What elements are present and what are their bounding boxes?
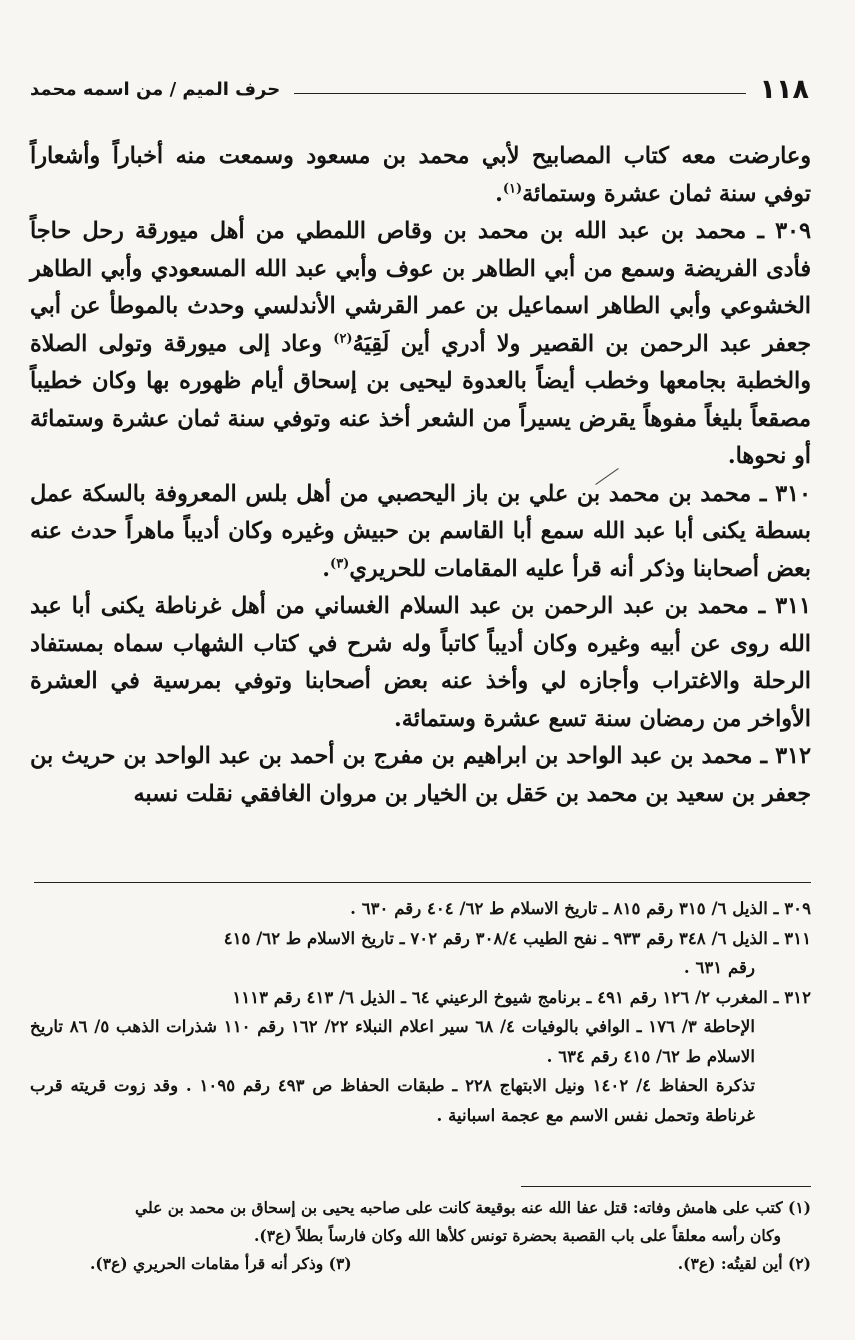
- footnote-1: (١) كتب على هامش وفاته: قتل عفا الله عنه بوقيعة كانت على صاحبه يحيى بن إسحاق بن محمد بن علي: [135, 1198, 811, 1217]
- source-312-note: تذكرة الحفاظ ٤/ ١٤٠٢ ونيل الابتهاج ٢٢٨ ـ طبقات الحفاظ ص ٤٩٣ رقم ١٠٩٥ . وقد زوت قريته قرب غرناطة وتحمل نفس الاسم مع عجمة اسبانية .: [30, 1075, 755, 1125]
- entry-310: [30, 476, 811, 589]
- source-312: ٣١٢ ـ المغرب ٢/ ١٢٦ رقم ٤٩١ ـ برنامج شيوخ الرعيني ٦٤ ـ الذيل ٦/ ٤١٣ رقم ١١١٣: [232, 986, 811, 1007]
- footnote-ref-1: (١): [502, 181, 523, 197]
- footnote-ref-3: (٣): [330, 556, 350, 572]
- entry-309-text-a: محمد بن عبد الله بن محمد بن وقاص اللمطي من أهل ميورقة رحل حاجاً فأدى الفريضة وسمع من أبي الطاهر بن عوف وأبي عبد الله المسعودي وأبي الطاهر الخشوعي وأبي الطاهر اسماعيل بن عمر القرشي الأندلسي وحدث بالموطأ عن أبي جعفر عبد الرحمن بن القصير ولا أدري أين لَقِيَهُ: [30, 218, 811, 357]
- entry-311: [30, 588, 811, 738]
- footnote-3: (٣) وذكر أنه قرأ مقامات الحريري (ع٣).: [90, 1254, 352, 1273]
- intro-text: وعارضت معه كتاب المصابيح لأبي محمد بن مسعود وسمعت منه أخباراً وأشعاراً توفي سنة ثمان عشرة وستمائة: [30, 143, 811, 207]
- entry-number-311: ٣١١ ـ: [758, 593, 812, 619]
- page-header: [30, 74, 809, 105]
- entry-310-text: محمد بن محمد بن علي بن باز اليحصبي من أهل بلس المعروفة بالسكة عمل بسطة يكنى أبا عبد الله سمع أبا القاسم بن حبيش وغيره وكان أديباً ماهراً حدث عنه بعض أصحابنا وذكر أنه قرأ عليه المقامات للحريري: [30, 480, 811, 582]
- entry-number-310: ٣١٠ ـ: [759, 480, 811, 507]
- entry-311-text: محمد بن عبد الرحمن بن عبد السلام الغساني من أهل غرناطة يكنى أبا عبد الله روى عن أبيه وغيره وكان أديباً كاتباً وله شرح في كتاب الشهاب سماه بمستفاد الرحلة والاغتراب وأجازه لي وأخذ عنه بعض أصحابنا وتوفي بمرسية في العشرة الأواخر من رمضان سنة تسع عشرة وستمائة.: [30, 593, 811, 732]
- sources-divider: [34, 882, 811, 883]
- header-rule: [294, 93, 745, 94]
- intro-end: .: [495, 180, 503, 207]
- entry-309-text-b: وعاد إلى ميورقة وتولى الصلاة والخطبة بجامعها وخطب أيضاً بالعدوة ليحيى بن إسحاق أيام ظهوره بها وكان خطيباً مصقعاً بليغاً مفوهاً يقرض يسيراً من الشعر أخذ عنه وتوفي سنة ثمان عشرة وستمائة أو نحوها.: [30, 330, 811, 469]
- entry-312: [30, 738, 811, 813]
- running-title: حرف الميم / من اسمه محمد: [30, 79, 281, 100]
- entry-number-309: ٣٠٩ ـ: [757, 218, 812, 244]
- page-number: ١١٨: [759, 74, 809, 105]
- footnote-ref-2: (٢): [333, 331, 353, 347]
- entry-number-312: ٣١٢ ـ: [760, 743, 812, 769]
- sources-block: [30, 894, 811, 1130]
- source-312-cont: الإحاطة ٣/ ١٧٦ ـ الوافي بالوفيات ٤/ ٦٨ سير اعلام النبلاء ٢٢/ ١٦٢ رقم ١١٠ شذرات الذهب ٥/ ٨٦ تاريخ الاسلام ط ٦٢/ ٤١٥ رقم ٦٣٤ .: [30, 1016, 755, 1066]
- intro-paragraph: [30, 138, 811, 213]
- entry-310-end: .: [322, 555, 331, 582]
- footnotes-row: [30, 1250, 811, 1278]
- footnote-2: (٢) أين لقيتُه: (ع٣).: [677, 1254, 811, 1273]
- entry-312-text: محمد بن عبد الواحد بن ابراهيم بن مفرج بن أحمد بن عبد الواحد بن حريث بن جعفر بن سعيد بن محمد بن حَقل بن الخيار بن مروان الغافقي نقلت نسبه: [30, 743, 811, 807]
- source-311: ٣١١ ـ الذيل ٦/ ٣٤٨ رقم ٩٣٣ ـ نفح الطيب ٣٠٨/٤ رقم ٧٠٢ ـ تاريخ الاسلام ط ٦٢/ ٤١٥: [223, 927, 811, 948]
- main-text: [30, 138, 811, 813]
- entry-309: [30, 213, 811, 476]
- footnotes-divider: [521, 1186, 811, 1187]
- footnote-1-cont: وكان رأسه معلقاً على باب القصبة بحضرة تونس كلأها الله وكان فارساً بطلاً (ع٣).: [254, 1226, 781, 1245]
- footnotes-block: [30, 1194, 811, 1278]
- source-309: ٣٠٩ ـ الذيل ٦/ ٣١٥ رقم ٨١٥ ـ تاريخ الاسلام ط ٦٢/ ٤٠٤ رقم ٦٣٠ .: [350, 898, 811, 918]
- source-311-cont: رقم ٦٣١ .: [683, 957, 755, 977]
